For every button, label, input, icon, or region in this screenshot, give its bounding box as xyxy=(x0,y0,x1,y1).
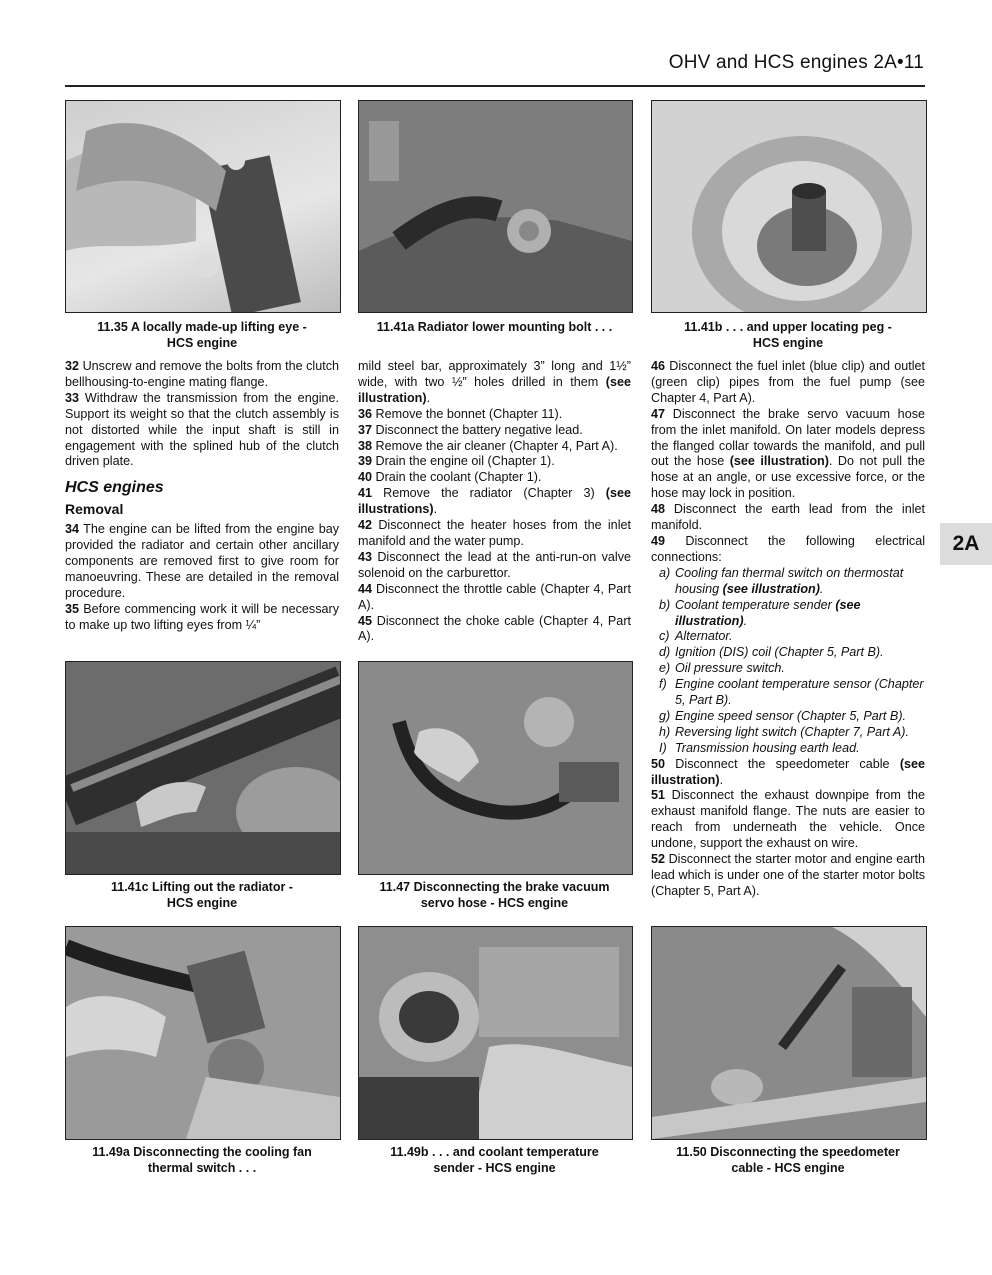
list-text: Transmission housing earth lead. xyxy=(675,740,860,755)
caption-11-49b xyxy=(358,1144,631,1176)
step-text: Disconnect the exhaust downpipe from the exhaust manifold flange. The nuts are easier to reach from underneath the vehicle. Once undone, support the exhaust on wire. xyxy=(651,788,925,851)
step-number: 46 xyxy=(651,359,666,373)
list-item xyxy=(651,629,925,645)
caption-line: HCS engine xyxy=(166,896,238,910)
step-number: 37 xyxy=(358,422,373,437)
step-number: 43 xyxy=(358,549,373,564)
illustration-ref: (see illustration) xyxy=(651,756,926,787)
caption-line: thermal switch . . . xyxy=(147,1161,257,1175)
step-text: Disconnect the choke cable (Chapter 4, Part A). xyxy=(358,613,632,644)
list-text: Oil pressure switch. xyxy=(675,661,785,676)
list-text: . xyxy=(819,581,824,596)
step-text: Disconnect the throttle cable (Chapter 4, Part A). xyxy=(358,581,631,612)
step-text: mild steel bar, approximately 3” long and 1½” wide, with two ½” holes drilled in them xyxy=(358,359,631,389)
list-text: Alternator. xyxy=(675,629,733,644)
list-item xyxy=(651,661,925,677)
caption-line: 11.49b . . . and coolant temperature xyxy=(390,1145,599,1159)
step-number: 35 xyxy=(65,601,80,616)
step-text: Withdraw the transmission from the engine. Support its weight so that the clutch assembly is not distorted while the input shaft is still in engagement with the splined hub of the clutch driven plate. xyxy=(65,390,340,469)
step-text: Disconnect the lead at the anti-run-on valve solenoid on the carburettor. xyxy=(358,549,632,580)
illustration-ref: (see illustration) xyxy=(722,581,820,596)
text-column-2: mild steel bar, approximately 3” long and 1½” wide, with two ½” holes drilled in them (see illustration). 36 Remove the bonnet (Chapter 11). 37 Disconnect the battery negative lead. 38 Remove the air cleaner (Chapter 4, Part A). 39 Drain the engine oil (Chapter 1). 40 Drain the coolant (Chapter 1). 41 Remove the radiator (Chapter 3) (see illustrations). 42 Disconnect the heater hoses from the inlet manifold and the water pump. 43 Disconnect the lead at the anti-run-on valve solenoid on the carburettor. 44 Disconnect the throttle cable (Chapter 4, Part A). 45 Disconnect the choke cable (Chapter 4, Part A). xyxy=(358,359,632,644)
caption-11-41a xyxy=(358,319,631,335)
caption-line: 11.47 Disconnecting the brake vacuum xyxy=(379,880,610,894)
caption-line: cable - HCS engine xyxy=(731,1161,845,1175)
caption-line: HCS engine xyxy=(752,336,824,350)
list-key: I) xyxy=(659,740,667,755)
step-number: 51 xyxy=(651,788,666,803)
step-number: 48 xyxy=(651,502,666,517)
text-column-1 xyxy=(65,359,339,634)
caption-line: servo hose - HCS engine xyxy=(420,896,569,910)
step-number: 32 xyxy=(65,359,80,373)
photo-lifting-radiator xyxy=(65,661,341,875)
photo-brake-vacuum-hose xyxy=(358,661,633,875)
step-text: Drain the engine oil (Chapter 1). xyxy=(375,454,555,469)
header-rule xyxy=(65,85,925,87)
list-key: h) xyxy=(659,724,671,739)
list-item xyxy=(651,598,925,630)
caption-line: 11.35 A locally made-up lifting eye - xyxy=(97,320,307,334)
step-text: Disconnect the fuel inlet (blue clip) and outlet (green clip) pipes from the fuel pump (see Chapter 4, Part A). xyxy=(651,359,925,405)
step-text: . Do not pull the hose at an angle, or use excessive force, or the hose may lock in position. xyxy=(651,454,926,501)
list-text: Cooling fan thermal switch on thermostat housing xyxy=(675,565,904,596)
list-key: a) xyxy=(659,565,671,580)
illustration-ref: (see illustration) xyxy=(358,374,632,405)
photo-radiator-lower-bolt xyxy=(358,100,633,313)
step-number: 50 xyxy=(651,756,666,771)
step-text: Remove the radiator (Chapter 3) xyxy=(383,486,595,501)
step-text: Disconnect the earth lead from the inlet manifold. xyxy=(651,502,925,533)
list-key: f) xyxy=(659,677,667,692)
step-text: The engine can be lifted from the engine bay provided the radiator and certain other ancillary components are removed first to give room for manoeuvring. These are detailed in the removal procedure. xyxy=(65,522,339,600)
list-item xyxy=(651,566,925,598)
list-key: c) xyxy=(659,629,670,644)
step-number: 47 xyxy=(651,406,666,421)
step-number: 33 xyxy=(65,390,80,405)
text-column-3: 46 Disconnect the fuel inlet (blue clip) and outlet (green clip) pipes from the fuel pump (see Chapter 4, Part A). 47 Disconnect the brake servo vacuum hose from the inlet manifold. On later models depress the flanged collar towards the manifold, and pull out the hose (see illustration). Do not pull the hose at an angle, or use excessive force, or the hose may lock in position. 48 Disconnect the earth lead from the inlet manifold. 49 Disconnect the following electrical connections: a) Cooling fan thermal switch on thermostat housing (see illustration). b) Coolant temperature sender (see illustration). c) Alternator. d) Ignition (DIS) coil (Chapter 5, Part B). e) Oil pressure switch. f) Engine coolant temperature sensor (Chapter 5, Part B). g) Engine speed sensor (Chapter 5, Part B). h) Reversing light switch (Chapter 7, Part A). I) Transmission housing earth lead. 50 Disconnect the speedometer cable (see illustration). 51 Disconnect the exhaust downpipe from the exhaust manifold flange. The nuts are easier to reach from underneath the vehicle. Once undone, support the exhaust on wire. 52 Disconnect the starter motor and engine earth lead which is under one of the starter motor bolts (Chapter 5, Part A). xyxy=(651,359,926,898)
caption-11-41b xyxy=(651,319,925,351)
list-key: g) xyxy=(659,708,671,723)
step-text: Disconnect the following electrical connections: xyxy=(651,533,926,564)
caption-11-50 xyxy=(651,1144,925,1176)
caption-line: 11.49a Disconnecting the cooling fan xyxy=(92,1145,312,1159)
photo-coolant-sender xyxy=(358,926,633,1140)
list-item xyxy=(651,645,925,661)
caption-11-35 xyxy=(65,319,339,351)
list-text: Reversing light switch (Chapter 7, Part A). xyxy=(675,724,910,739)
caption-11-47 xyxy=(358,879,631,911)
list-item xyxy=(651,741,925,757)
step-text: Drain the coolant (Chapter 1). xyxy=(375,470,542,485)
step-text: Disconnect the starter motor and engine earth lead which is under one of the starter motor bolts (Chapter 5, Part A). xyxy=(651,852,926,898)
step-text: Disconnect the brake servo vacuum hose from the inlet manifold. On later models depress the flanged collar towards the manifold, and pull out the hose xyxy=(651,406,925,469)
caption-11-41c xyxy=(65,879,339,911)
caption-11-49a xyxy=(65,1144,339,1176)
step-number: 40 xyxy=(358,470,373,485)
step-number: 36 xyxy=(358,406,373,421)
illustration-ref: (see illustration) xyxy=(729,454,829,469)
list-item xyxy=(651,725,925,741)
subsection-heading: Removal xyxy=(65,501,124,518)
photo-cooling-fan-switch xyxy=(65,926,341,1140)
chapter-tab: 2A xyxy=(940,523,992,565)
list-key: e) xyxy=(659,661,671,676)
step-text: Disconnect the speedometer cable xyxy=(675,756,890,771)
step-number: 38 xyxy=(358,438,373,453)
photo-lifting-eye xyxy=(65,100,341,313)
step-number: 42 xyxy=(358,518,373,533)
caption-line: 11.50 Disconnecting the speedometer xyxy=(676,1145,900,1159)
step-text: Disconnect the battery negative lead. xyxy=(375,422,583,437)
photo-upper-locating-peg xyxy=(651,100,927,313)
section-heading: HCS engines xyxy=(65,479,164,497)
step-text: Remove the air cleaner (Chapter 4, Part A). xyxy=(375,438,618,453)
step-number: 44 xyxy=(358,581,373,596)
step-text: Unscrew and remove the bolts from the clutch bellhousing-to-engine mating flange. xyxy=(65,359,340,389)
list-text: . xyxy=(743,613,748,628)
step-text: Disconnect the heater hoses from the inlet manifold and the water pump. xyxy=(358,518,631,548)
list-key: b) xyxy=(659,597,671,612)
step-number: 52 xyxy=(651,852,666,867)
list-item xyxy=(651,677,925,709)
caption-line: 11.41a Radiator lower mounting bolt . . . xyxy=(376,320,613,334)
page-header: OHV and HCS engines 2A•11 xyxy=(668,52,924,73)
step-text: Before commencing work it will be necessary to make up two lifting eyes from ¼” xyxy=(65,601,339,632)
step-number: 34 xyxy=(65,522,80,537)
illustration-ref: (see illustrations) xyxy=(358,486,631,517)
caption-line: HCS engine xyxy=(166,336,238,350)
illustration-ref: (see illustration) xyxy=(675,597,861,628)
step-number: 41 xyxy=(358,486,373,501)
list-item xyxy=(651,709,925,725)
caption-line: 11.41b . . . and upper locating peg - xyxy=(684,320,892,334)
list-text: Coolant temperature sender xyxy=(675,597,836,612)
photo-speedometer-cable xyxy=(651,926,927,1140)
step-number: 45 xyxy=(358,613,373,628)
connection-list xyxy=(651,566,925,757)
step-number: 39 xyxy=(358,454,373,469)
step-number: 49 xyxy=(651,533,666,548)
caption-line: sender - HCS engine xyxy=(433,1161,556,1175)
list-key: d) xyxy=(659,645,671,660)
caption-line: 11.41c Lifting out the radiator - xyxy=(111,880,293,894)
list-text: Ignition (DIS) coil (Chapter 5, Part B). xyxy=(675,645,884,660)
step-text: Remove the bonnet (Chapter 11). xyxy=(375,406,563,421)
list-text: Engine speed sensor (Chapter 5, Part B). xyxy=(675,708,907,723)
list-text: Engine coolant temperature sensor (Chapter 5, Part B). xyxy=(675,677,924,708)
